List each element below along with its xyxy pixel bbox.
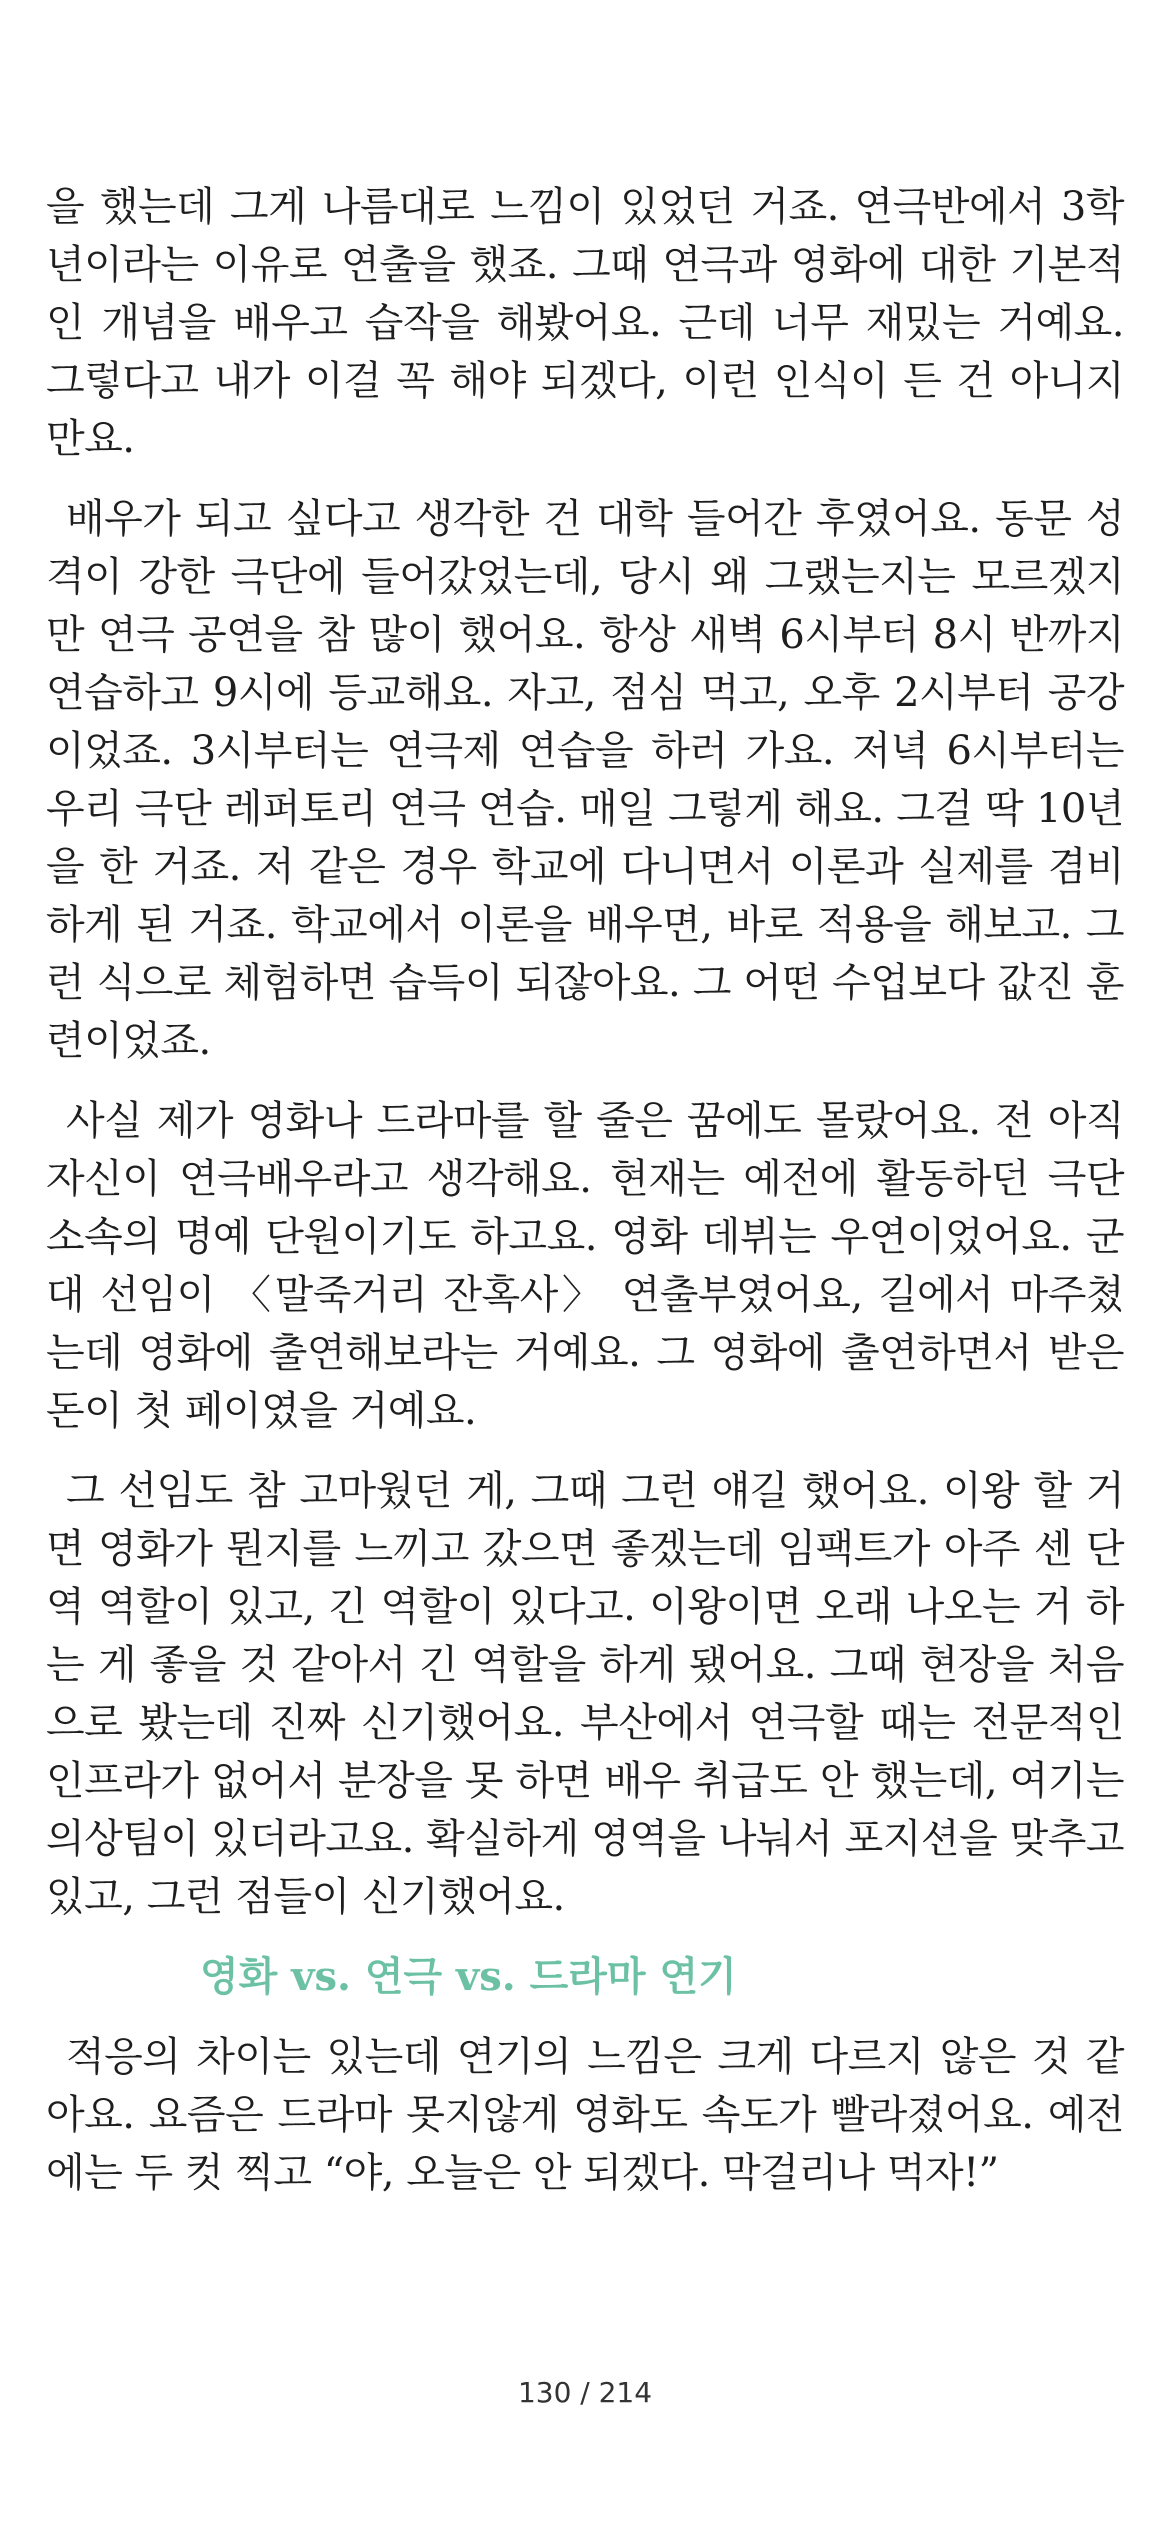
section-title: 영화 vs. 연극 vs. 드라마 연기 <box>200 1953 737 2000</box>
paragraph-2: 배우가 되고 싶다고 생각한 건 대학 들어간 후였어요. 동문 성격이 강한 극단에 들어갔었는데, 당시 왜 그랬는지는 모르겠지만 연극 공연을 참 많이 했어요. 항상 새벽 6시부터 8시 반까지 연습하고 9시에 등교해요. 자고, 점심 먹고, 오후 2시부터 공강이었죠. 3시부터는 연극제 연습을 하러 가요. 저녁 6시부터는 우리 극단 레퍼토리 연극 연습. 매일 그렇게 해요. 그걸 딱 10년을 한 거죠. 저 같은 경우 학교에 다니면서 이론과 실제를 겸비하게 된 거죠. 학교에서 이론을 배우면, 바로 적용을 해보고. 그런 식으로 체험하면 습득이 되잖아요. 그 어떤 수업보다 값진 훈련이었죠. <box>46 496 1124 1064</box>
page-indicator: 130 / 214 <box>517 2376 653 2409</box>
paragraph-1: 을 했는데 그게 나름대로 느낌이 있었던 거죠. 연극반에서 3학년이라는 이유로 연출을 했죠. 그때 연극과 영화에 대한 기본적인 개념을 배우고 습작을 해봤어요. 근데 너무 재밌는 거예요. 그렇다고 내가 이걸 꼭 해야 되겠다, 이런 인식이 든 건 아니지만요. <box>46 184 1124 462</box>
paragraph-4: 그 선임도 참 고마웠던 게, 그때 그런 얘길 했어요. 이왕 할 거면 영화가 뭔지를 느끼고 갔으면 좋겠는데 임팩트가 아주 센 단역 역할이 있고, 긴 역할이 있다고. 이왕이면 오래 나오는 거 하는 게 좋을 것 같아서 긴 역할을 하게 됐어요. 그때 현장을 처음으로 봤는데 진짜 신기했어요. 부산에서 연극할 때는 전문적인 인프라가 없어서 분장을 못 하면 배우 취급도 안 했는데, 여기는 의상팀이 있더라고요. 확실하게 영역을 나눠서 포지션을 맞추고 있고, 그런 점들이 신기했어요. <box>46 1468 1125 1920</box>
paragraph-5: 적응의 차이는 있는데 연기의 느낌은 크게 다르지 않은 것 같아요. 요즘은 드라마 못지않게 영화도 속도가 빨라졌어요. 예전에는 두 컷 찍고 “야, 오늘은 안 되겠다. 막걸리나 먹자!” <box>46 2034 1124 2196</box>
paragraph-3: 사실 제가 영화나 드라마를 할 줄은 꿈에도 몰랐어요. 전 아직 자신이 연극배우라고 생각해요. 현재는 예전에 활동하던 극단 소속의 명예 단원이기도 하고요. 영화 데뷔는 우연이었어요. 군대 선임이 〈말죽거리 잔혹사〉 연출부였어요, 길에서 마주쳤는데 영화에 출연해보라는 거예요. 그 영화에 출연하면서 받은 돈이 첫 페이였을 거예요. <box>46 1098 1124 1434</box>
